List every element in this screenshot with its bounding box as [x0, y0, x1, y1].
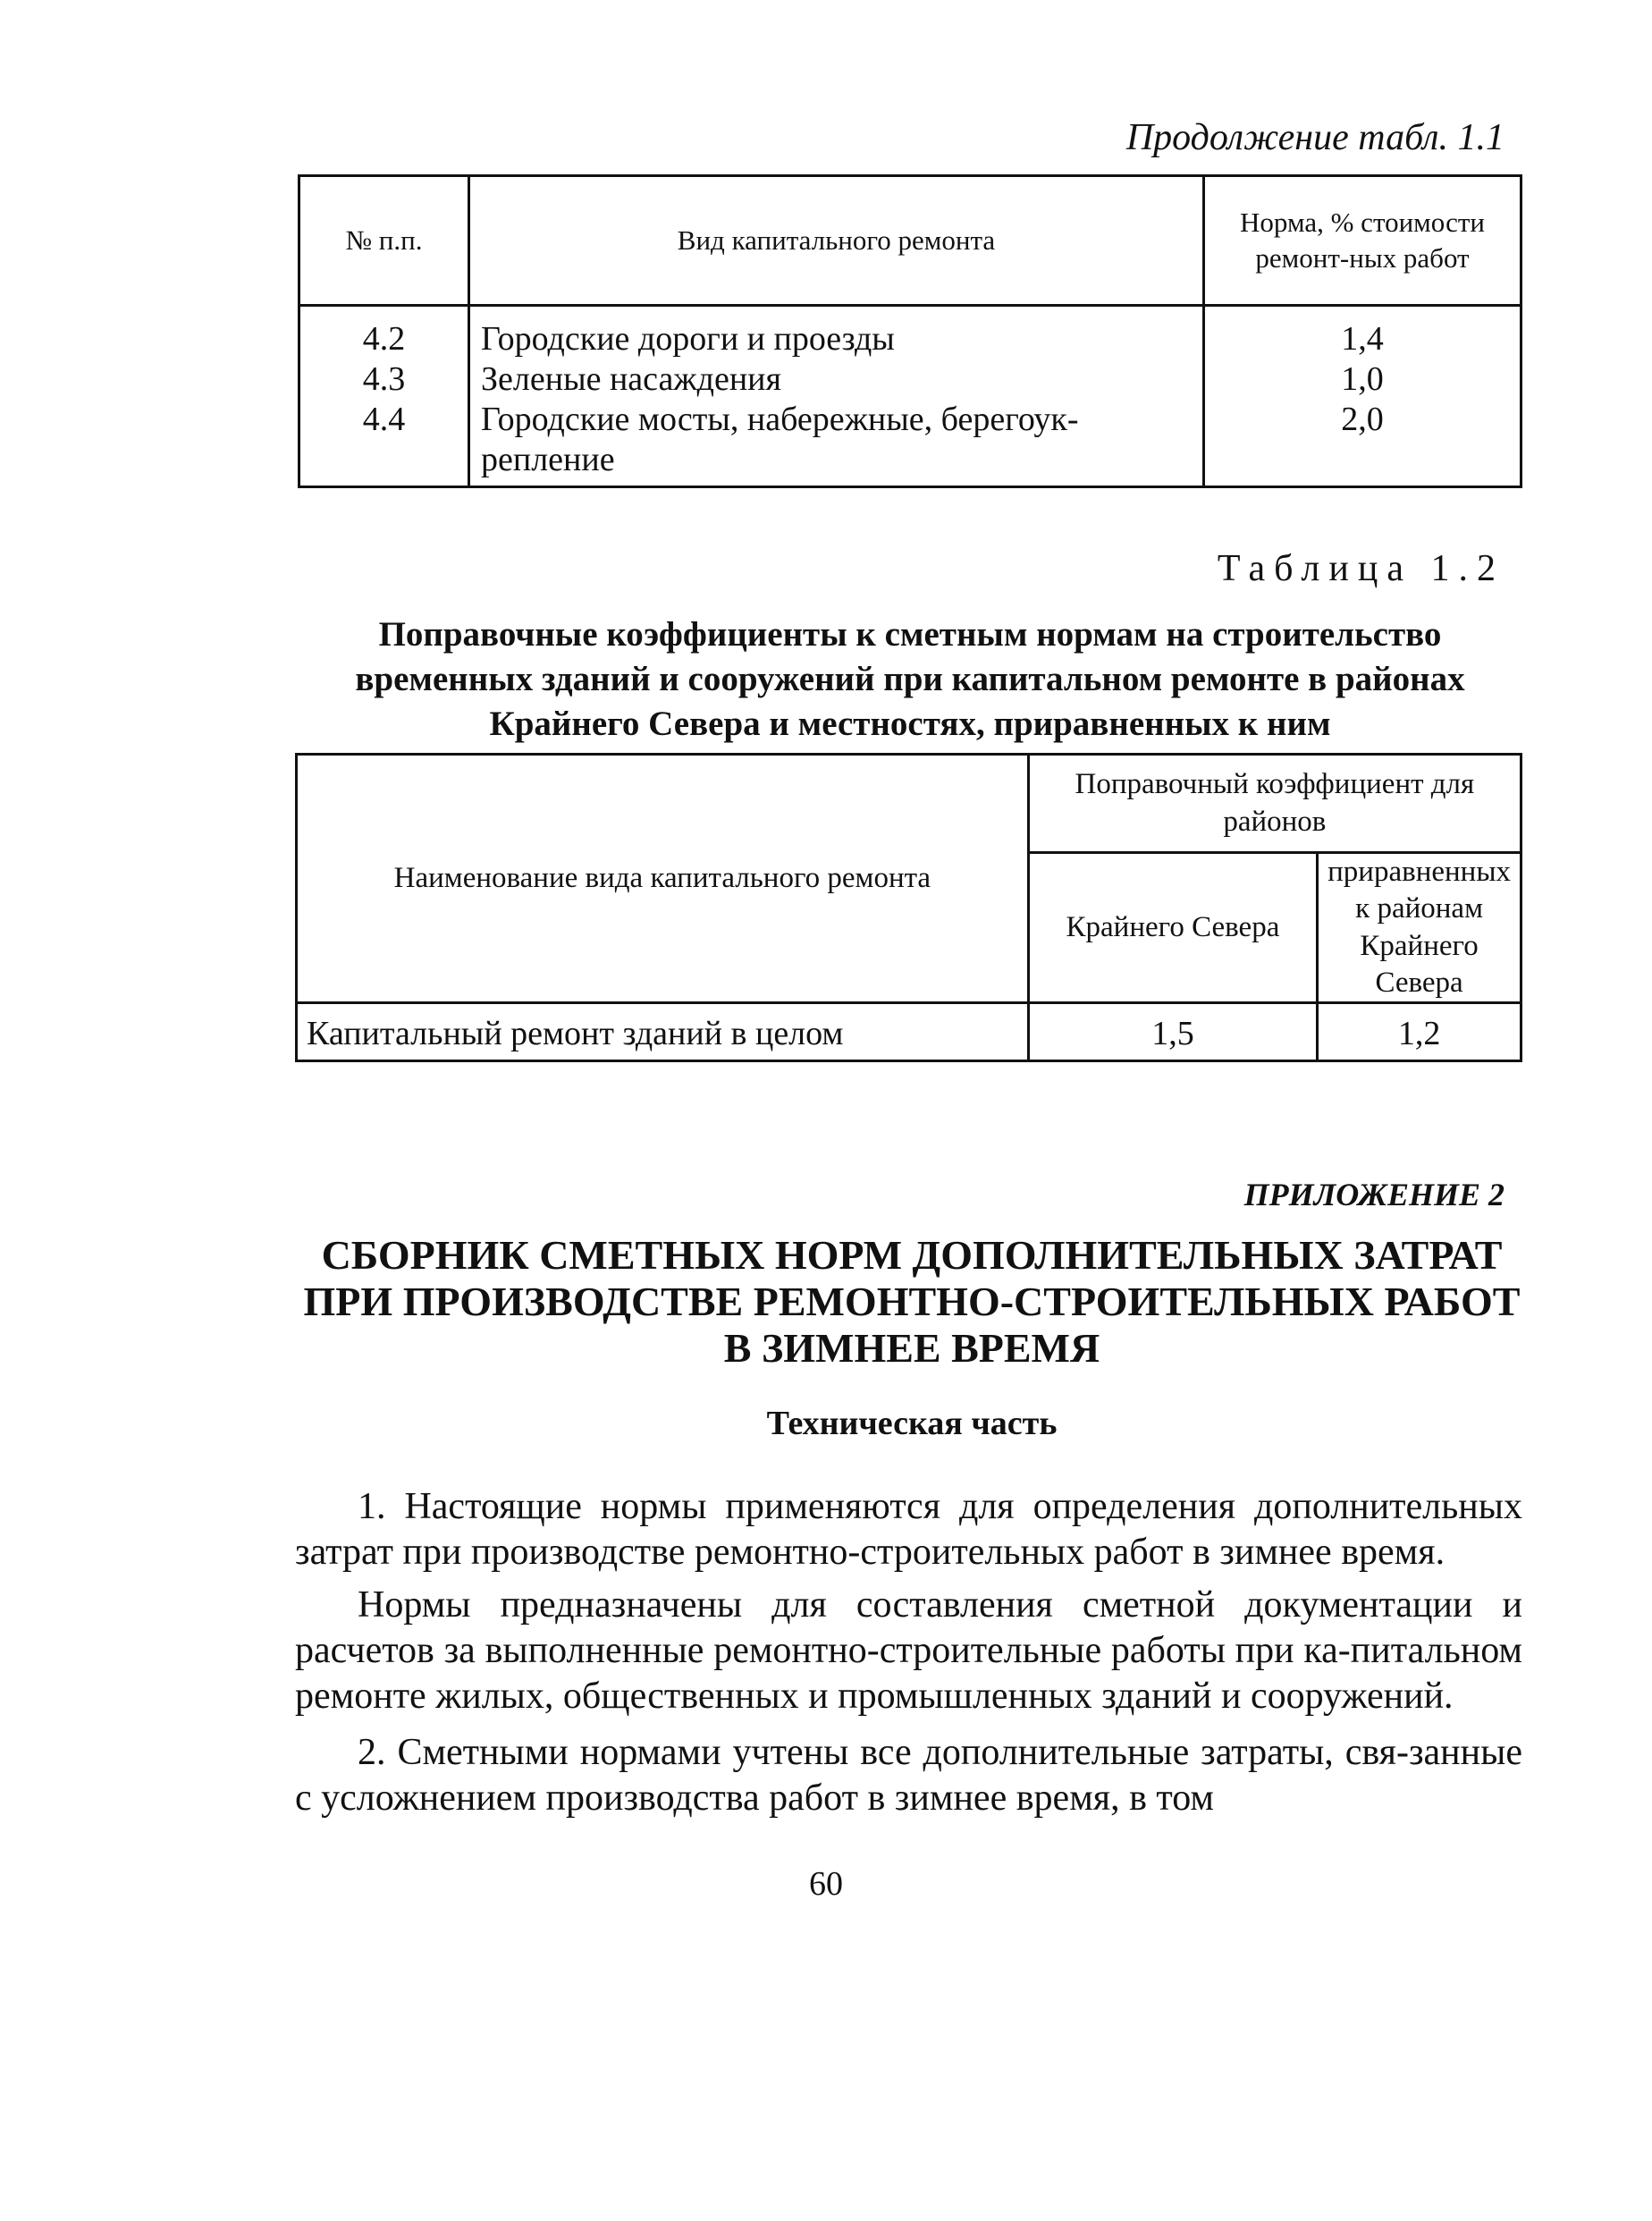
paragraph-2: Нормы предназначены для составления сметной документации и расчетов за выполненные ремонтно-строительные работы при ка-питальном ремонте жилых, общественных и промышленных зданий и сооружений. — [295, 1584, 1522, 1717]
paragraph-3: 2. Сметными нормами учтены все дополнительные затраты, свя-занные с усложнением производства работ в зимнее время, в том — [295, 1732, 1522, 1819]
col-num — [299, 306, 469, 487]
paragraph-1: 1. Настоящие нормы применяются для определения дополнительных затрат при производстве ремонтно-строительных работ в зимнее время. — [295, 1486, 1522, 1573]
col-kind — [469, 306, 1204, 487]
row-kind: Зеленые насаждения — [481, 360, 781, 398]
header-kind: Вид капитального ремонта — [469, 176, 1204, 306]
appendix-label: ПРИЛОЖЕНИЕ 2 — [1243, 1177, 1504, 1212]
col-norm — [1204, 306, 1521, 487]
row-name: Капитальный ремонт зданий в целом — [297, 1003, 1029, 1061]
table-label: Таблица 1.2 — [1217, 548, 1504, 589]
row-equiv: 1,2 — [1318, 1003, 1521, 1061]
title-line: В ЗИМНЕЕ ВРЕМЯ — [723, 1325, 1100, 1371]
row-num: 4.3 — [362, 360, 406, 398]
table-title: Поправочные коэффициенты к сметным нормам на строительство временных зданий и сооружений при капитальном ремонте в районах Крайнего Севера и местностях, приравненных к ним — [355, 615, 1465, 743]
row-norm: 1,0 — [1341, 360, 1384, 398]
header-norm: Норма, % стоимости ремонт-ных работ — [1204, 176, 1521, 306]
row-norm: 2,0 — [1341, 401, 1384, 438]
section-subtitle: Техническая часть — [766, 1405, 1058, 1442]
header-num: № п.п. — [299, 176, 469, 306]
row-kind: Городские мосты, набережные, берегоук-репление — [481, 401, 1079, 478]
continuation-caption: Продолжение табл. 1.1 — [1125, 117, 1504, 158]
header-north: Крайнего Севера — [1028, 853, 1317, 1003]
header-coef: Поправочный коэффициент для районов — [1028, 755, 1521, 853]
appendix-title — [268, 1232, 1555, 1372]
row-num: 4.4 — [362, 401, 406, 438]
table-1-2 — [295, 753, 1522, 1062]
page-number: 60 — [809, 1865, 843, 1903]
title-line: ПРИ ПРОИЗВОДСТВЕ РЕМОНТНО-СТРОИТЕЛЬНЫХ РАБОТ — [303, 1279, 1521, 1324]
header-name: Наименование вида капитального ремонта — [297, 755, 1029, 1003]
row-north: 1,5 — [1028, 1003, 1317, 1061]
title-line: СБОРНИК СМЕТНЫХ НОРМ ДОПОЛНИТЕЛЬНЫХ ЗАТРАТ — [321, 1232, 1503, 1278]
row-num: 4.2 — [362, 320, 406, 358]
row-kind: Городские дороги и проезды — [481, 320, 895, 358]
header-equiv: приравненных к районам Крайнего Севера — [1318, 853, 1521, 1003]
row-norm: 1,4 — [1341, 320, 1384, 358]
table-1-1 — [298, 174, 1522, 488]
